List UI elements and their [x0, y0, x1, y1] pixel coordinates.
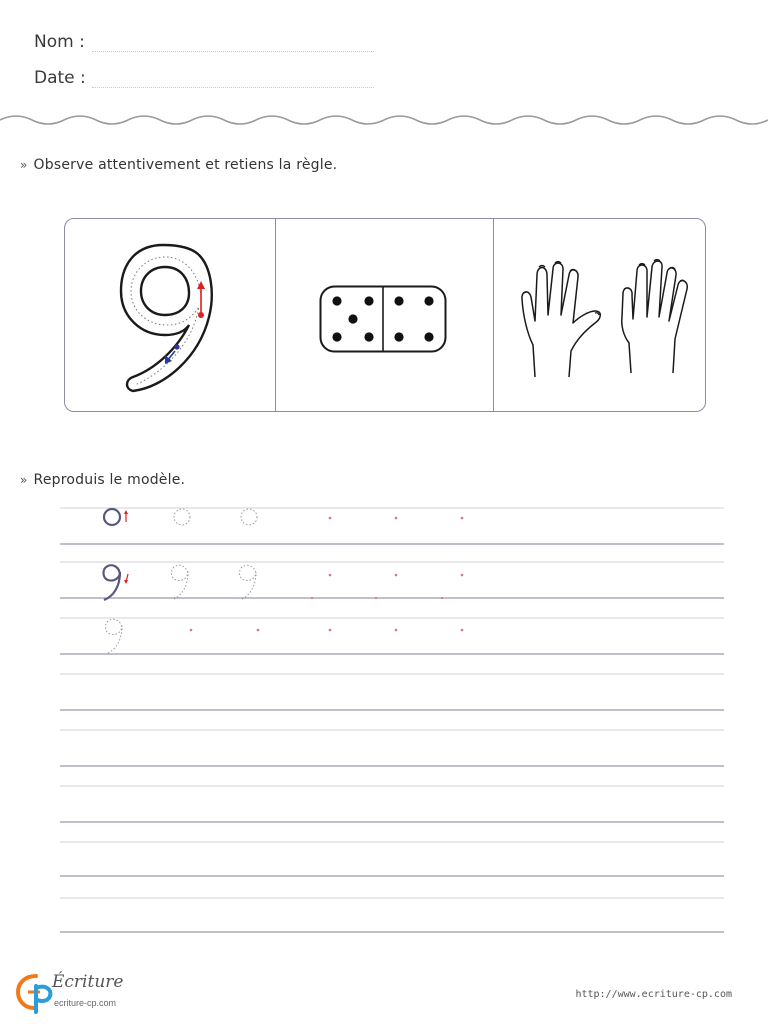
footer-url: http://www.ecriture-cp.com [575, 989, 732, 1000]
date-label: Date : [34, 68, 86, 88]
instruction-observe: » Observe attentivement et retiens la règle. [20, 157, 338, 173]
writing-practice-area [60, 500, 724, 940]
line-3-nine [106, 619, 464, 654]
line-2-nines [104, 565, 464, 600]
name-field-row [34, 32, 374, 52]
domino-icon [319, 285, 447, 353]
date-field[interactable] [92, 70, 374, 88]
line-1-loops [104, 509, 463, 525]
hand-four-fingers-icon [519, 259, 605, 383]
date-field-row [34, 68, 374, 88]
name-field[interactable] [92, 34, 374, 52]
wavy-separator [0, 108, 768, 132]
logo-word: Écriture [52, 972, 124, 992]
ecriture-logo [14, 966, 139, 1016]
double-chevron-icon: » [20, 158, 28, 172]
double-chevron-icon: » [20, 473, 28, 487]
digit-nine-model [115, 237, 227, 397]
name-label: Nom : [34, 32, 85, 52]
logo-site: ecriture-cp.com [54, 998, 117, 1008]
panel-divider [493, 219, 494, 411]
hand-five-fingers-icon [619, 259, 691, 379]
observation-panel [64, 218, 706, 412]
panel-divider [275, 219, 276, 411]
instruction-reproduce: » Reproduis le modèle. [20, 472, 186, 488]
